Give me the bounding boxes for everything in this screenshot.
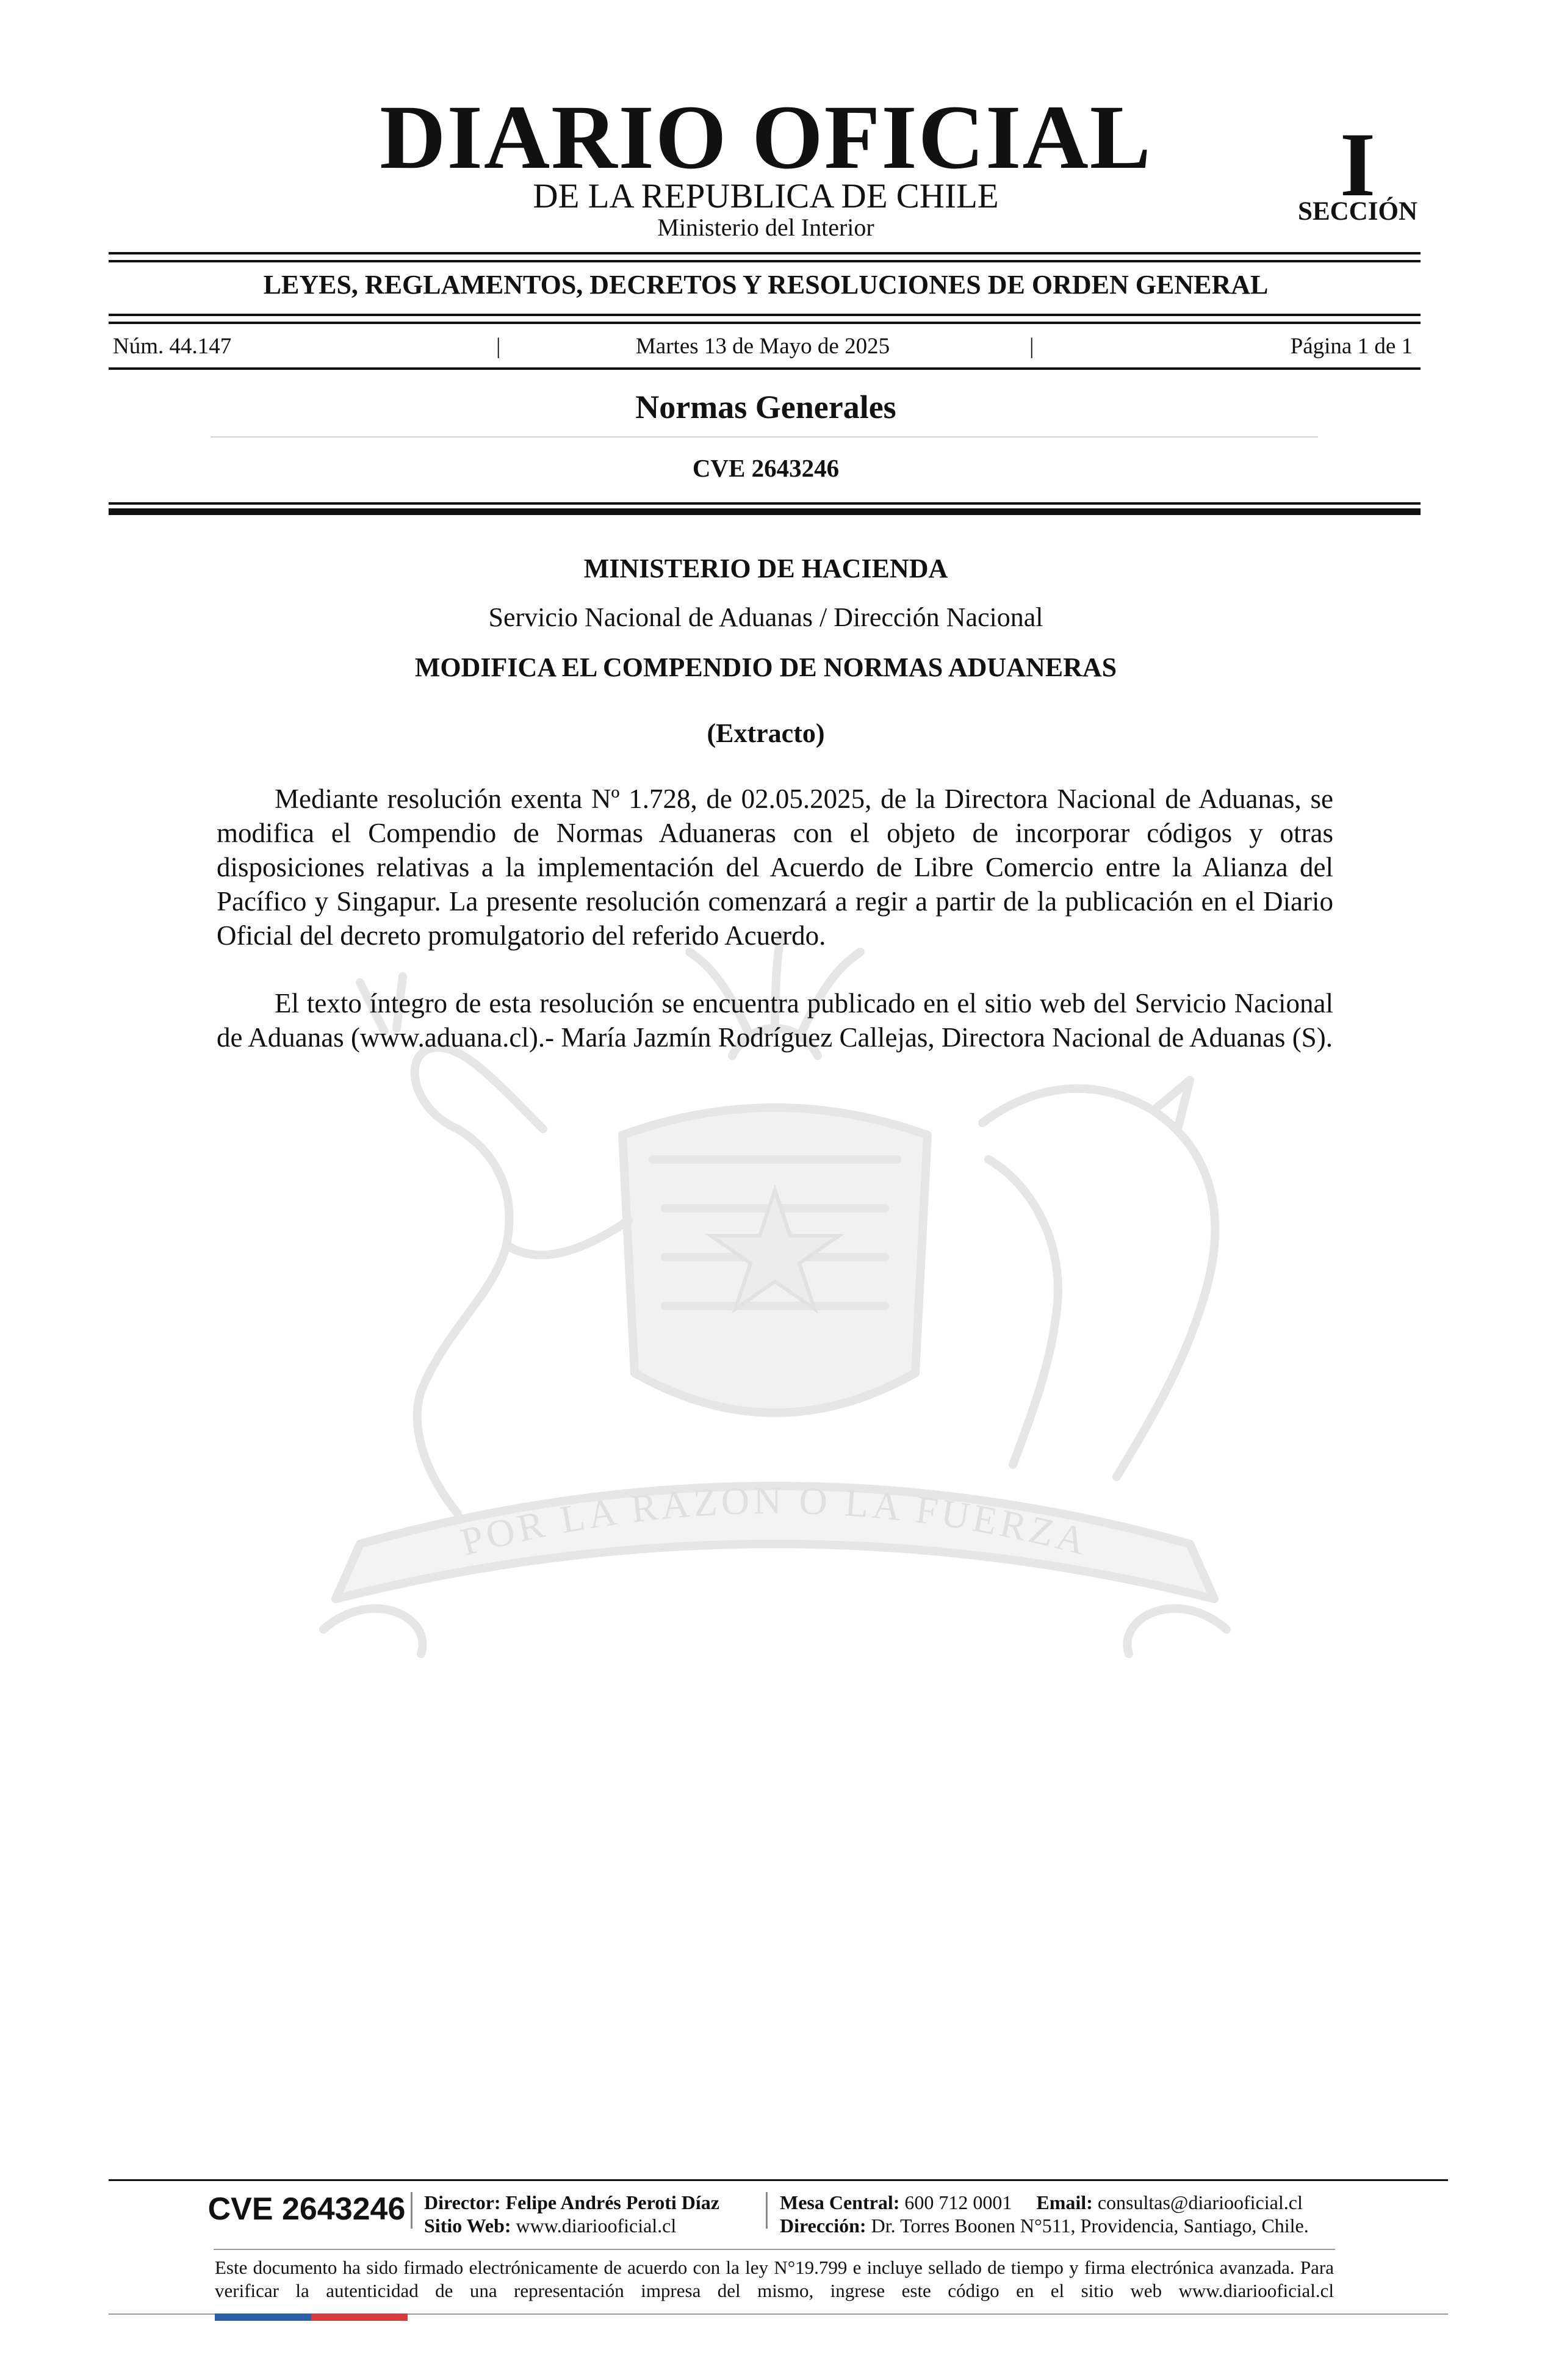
footer-email-link[interactable]: consultas@diariooficial.cl (1097, 2191, 1303, 2213)
footer-email-label: Email: (1036, 2191, 1093, 2213)
divider (109, 367, 1421, 370)
issue-number: Núm. 44.147 (113, 334, 232, 359)
footer-address-value: Dr. Torres Boonen N°511, Providencia, Santiago, Chile. (871, 2215, 1309, 2237)
masthead-ministry: Ministerio del Interior (657, 214, 874, 241)
divider (109, 508, 1421, 515)
divider (109, 260, 1421, 262)
flag-color-bar (215, 2313, 408, 2321)
footer-web-label: Sitio Web: (424, 2215, 511, 2237)
flag-red-segment (311, 2313, 408, 2321)
footer-divider (109, 2179, 1448, 2181)
footer-divider (214, 2249, 1335, 2250)
footer-cve-code: CVE 2643246 (207, 2191, 406, 2227)
body-paragraph: El texto íntegro de esta resolución se encuentra publicado en el sitio web del Servicio Nacional de Aduanas (www.aduana.cl).- María Jazmín Rodríguez Callejas, Directora Nacional de Aduanas (S). (217, 988, 1333, 1053)
issue-separator: | (496, 334, 501, 359)
issue-info-bar (113, 333, 1413, 361)
footer-address (780, 2214, 1309, 2237)
footer-director-label: Director: (424, 2191, 501, 2213)
section-banner: LEYES, REGLAMENTOS, DECRETOS Y RESOLUCIONES DE ORDEN GENERAL (263, 270, 1269, 300)
divider (109, 252, 1421, 254)
masthead-subtitle: DE LA REPUBLICA DE CHILE (533, 177, 999, 215)
document-extract-label: (Extracto) (707, 718, 825, 748)
issue-page: Página 1 de 1 (1290, 334, 1413, 359)
issue-date: Martes 13 de Mayo de 2025 (635, 334, 890, 359)
document-service: Servicio Nacional de Aduanas / Dirección Nacional (488, 602, 1043, 632)
footer-phone-value: 600 712 0001 (904, 2191, 1012, 2213)
document-ministry: MINISTERIO DE HACIENDA (583, 554, 948, 583)
flag-blue-segment (215, 2313, 311, 2321)
issue-separator: | (1029, 334, 1034, 359)
footer-separator (766, 2192, 768, 2229)
cve-heading: CVE 2643246 (692, 454, 840, 482)
divider (109, 322, 1421, 324)
divider (109, 314, 1421, 316)
divider (109, 502, 1421, 505)
footer-director (424, 2191, 719, 2214)
footer-legal-notice: Este documento ha sido firmado electrónicamente de acuerdo con la ley N°19.799 e incluye sellado de tiempo y firma electrónica avanzada. Para verificar la autenticidad de una representación impresa del mismo, ingrese este código en el sitio web www.diariooficial.cl (215, 2257, 1334, 2301)
footer-phone-label: Mesa Central: (780, 2191, 900, 2213)
body-paragraph: Mediante resolución exenta Nº 1.728, de 02.05.2025, de la Directora Nacional de Aduanas, se modifica el Compendio de Normas Aduaneras con el objeto de incorporar códigos y otras disposiciones relativas a la implementación del Acuerdo de Libre Comercio entre la Alianza del Pacífico y Singapur. La presente resolución comenzará a regir a partir de la publicación en el Diario Oficial del decreto promulgatorio del referido Acuerdo. (217, 784, 1333, 951)
section-numeral: I (1339, 114, 1376, 215)
masthead-title: DIARIO OFICIAL (380, 87, 1152, 188)
divider (211, 436, 1318, 438)
document-title: MODIFICA EL COMPENDIO DE NORMAS ADUANERAS (414, 652, 1117, 682)
footer-contact (780, 2191, 1303, 2214)
watermark-motto: POR LA RAZON O LA FUERZA (456, 1478, 1093, 1564)
footer-separator (411, 2192, 412, 2229)
footer-address-label: Dirección: (780, 2215, 866, 2237)
footer-director-name: Felipe Andrés Peroti Díaz (505, 2191, 719, 2213)
section-label: SECCIÓN (1298, 197, 1417, 226)
section-heading: Normas Generales (635, 389, 896, 425)
footer-web-link[interactable]: www.diariooficial.cl (516, 2215, 677, 2237)
footer-website (424, 2214, 676, 2237)
